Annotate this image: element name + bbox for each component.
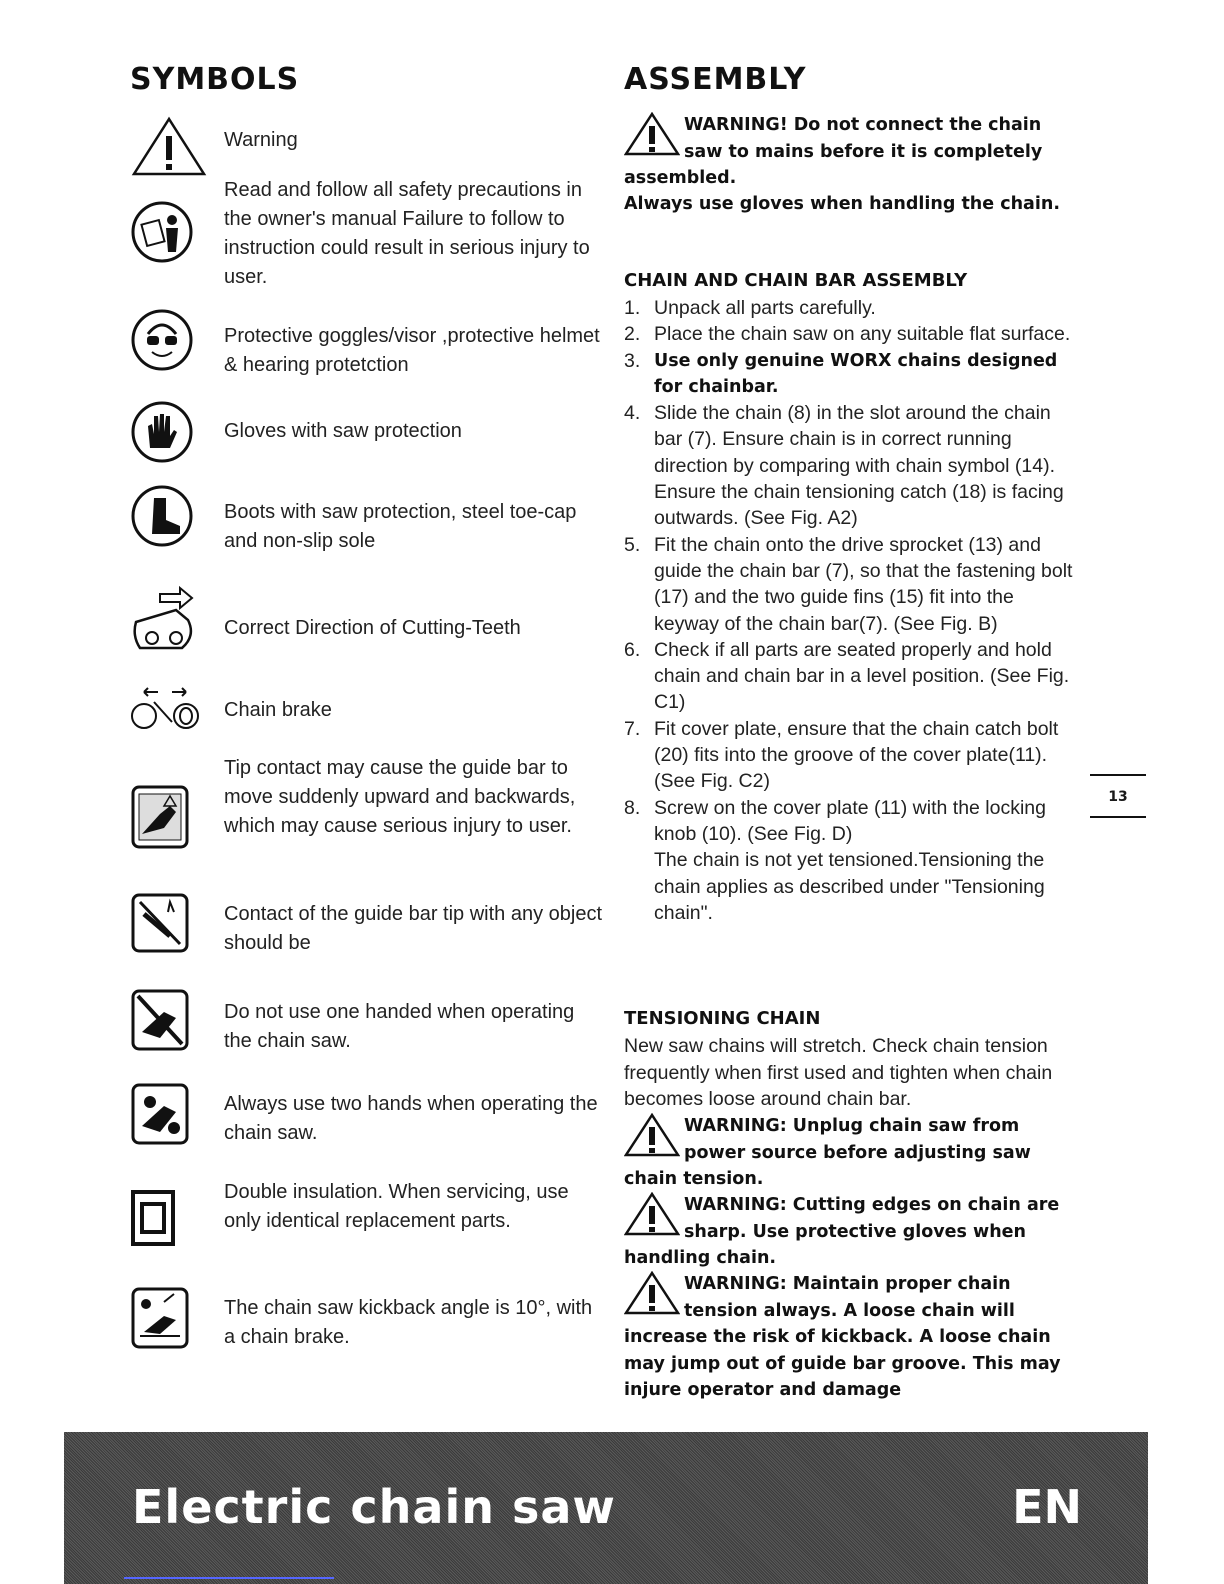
- warning-triangle-icon: [624, 1192, 680, 1236]
- footer-banner: [64, 1432, 1148, 1584]
- assembly-steps: [624, 295, 1084, 926]
- chain-bar-assembly-heading: CHAIN AND CHAIN BAR ASSEMBLY: [624, 270, 968, 291]
- goggles-helmet-icon: [130, 308, 208, 386]
- tip-contact-icon: [130, 784, 208, 862]
- double-insulation-icon: [130, 1188, 208, 1266]
- no-one-hand-icon: [130, 988, 208, 1066]
- tensioning-text: New saw chains will stretch. Check chain tension frequently when first used and tighten when chain becomes loose around chain bar.: [624, 1035, 1053, 1110]
- gloves-warning: Always use gloves when handling the chain.: [624, 194, 1060, 214]
- boots-icon: [130, 484, 208, 562]
- language-code: EN: [1012, 1480, 1082, 1534]
- step-8-note: The chain is not yet tensioned.Tensioning the chain applies as described under "Tensioning chain".: [654, 849, 1045, 924]
- step-2: 2. Place the chain saw on any suitable flat surface.: [624, 323, 1071, 346]
- step-7: 7. Fit cover plate, ensure that the chain catch bolt (20) fits into the groove of the cover plate(11). (See Fig. C2): [624, 717, 1059, 793]
- step-5: 5. Fit the chain onto the drive sprocket (13) and guide the chain bar (7), so that the fastening bolt (17) and the two guide fins (15) fit into the keyway of the chain bar(7). (See Fig. B): [624, 533, 1073, 635]
- warning-block-1: WARNING! Do not connect the chain saw to mains before it is completely assembled.: [624, 112, 1084, 192]
- warning-block-3: WARNING: Cutting edges on chain are sharp. Use protective gloves when handling chain.: [624, 1192, 1084, 1272]
- step-8: 8. Screw on the cover plate (11) with the locking knob (10). (See Fig. D) The chain is not yet tensioned.Tensioning the chain applies as described under "Tensioning chain".: [624, 796, 1046, 924]
- step-6: 6. Check if all parts are seated properly and hold chain and chain bar in a level position. (See Fig. C1): [624, 638, 1070, 714]
- warning-block-2: WARNING: Unplug chain saw from power source before adjusting saw chain tension.: [624, 1113, 1084, 1193]
- footer-title: Electric chain saw: [132, 1480, 616, 1534]
- step-3: 3. Use only genuine WORX chains designed for chainbar.: [624, 349, 1058, 397]
- warning-triangle-icon: [624, 1271, 680, 1315]
- chain-brake-icon: [130, 682, 208, 760]
- assembly-heading: ASSEMBLY: [624, 62, 807, 97]
- read-manual-icon: [130, 200, 208, 278]
- step-4: 4. Slide the chain (8) in the slot around the chain bar (7). Ensure chain is in correct running direction by comparing with chain symbol (14). Ensure the chain tensioning catch (18) is facing outwards. (See Fig. A2): [624, 402, 1064, 530]
- cutting-direction-icon: [130, 580, 208, 658]
- warning-triangle-icon: [130, 116, 208, 194]
- warning-triangle-icon: [624, 112, 680, 156]
- assembly-column: [624, 62, 1084, 111]
- step-1: 1. Unpack all parts carefully.: [624, 297, 876, 319]
- footer-underline: [124, 1577, 334, 1579]
- symbols-column: [130, 62, 600, 111]
- tensioning-chain-heading: TENSIONING CHAIN: [624, 1008, 821, 1029]
- warning-block-4: WARNING: Maintain proper chain tension always. A loose chain will increase the risk of kickback. A loose chain may jump out of guide bar groove. This may injure operator and damage: [624, 1271, 1084, 1404]
- kickback-angle-icon: [130, 1286, 208, 1364]
- page-number: 13: [1090, 774, 1146, 818]
- gloves-icon: [130, 400, 208, 478]
- two-hands-icon: [130, 1082, 208, 1160]
- symbols-heading: SYMBOLS: [130, 62, 300, 97]
- warning-triangle-icon: [624, 1113, 680, 1157]
- bar-tip-contact-icon: [130, 892, 208, 970]
